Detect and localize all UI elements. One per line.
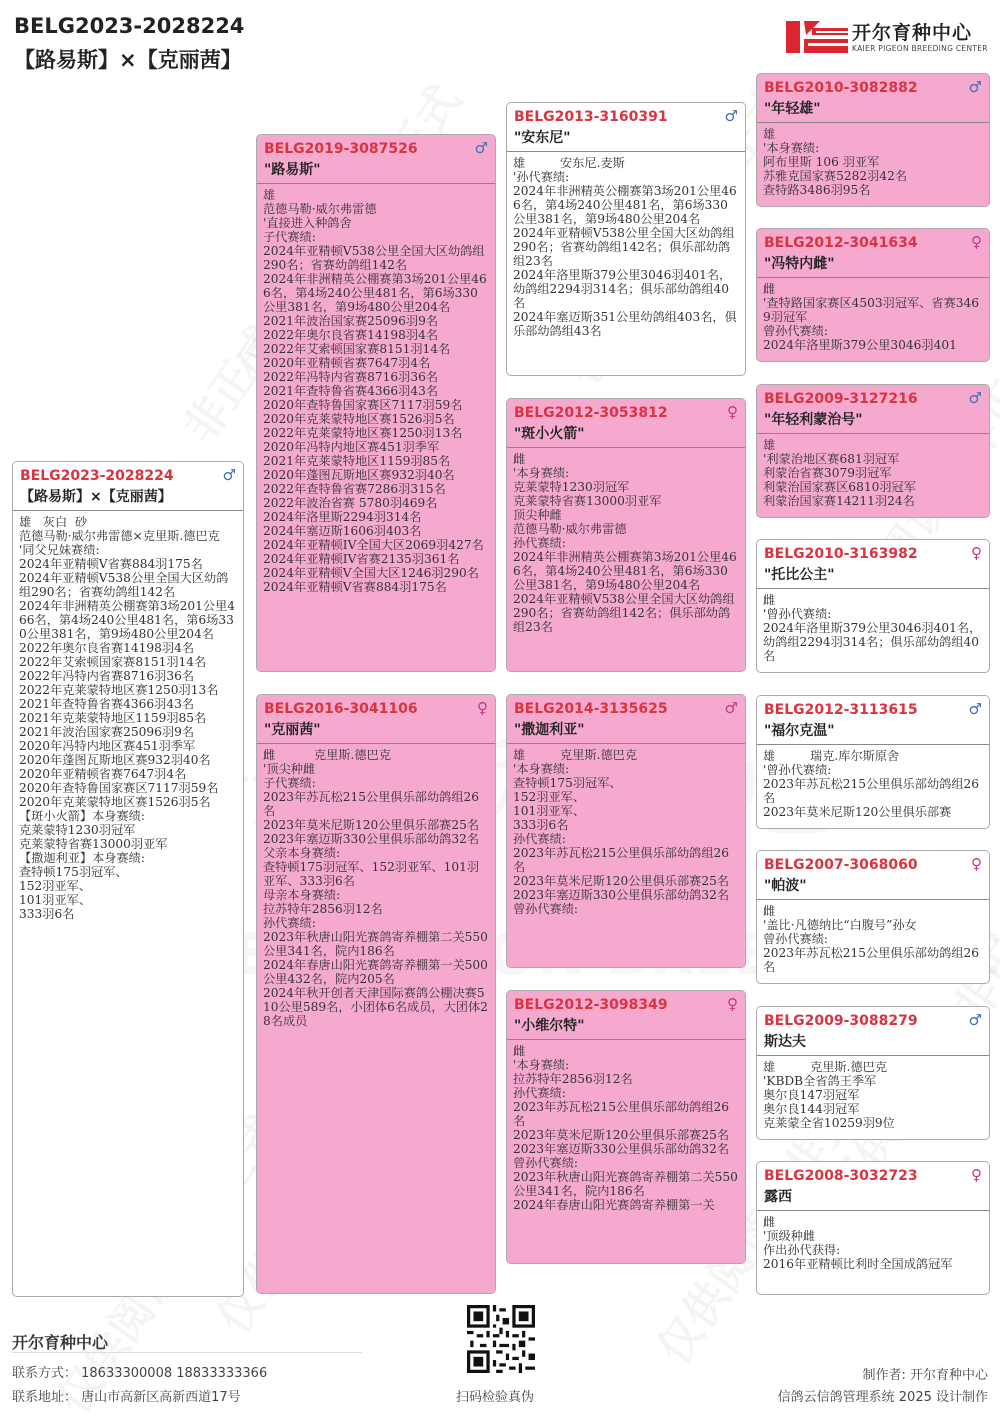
pedigree-notes: 雌 '本身赛绩: 克莱蒙特1230羽冠军 克莱蒙特省赛13000羽亚军 顶尖种雌 范德马勒·威尔弗雷德 孙代赛绩: 2024年非洲精英公棚赛第3场201公里466名，第4场240公里481名，第6场330公里381名，第9场480公里204名 2024年亚精顿V538公里全国大区幼鸽组290名；省赛幼鸽组142名；俱乐部幼鸽组23名 (507, 447, 745, 672)
ring-number: BELG2010-3163982 (764, 546, 918, 562)
female-icon: ♂ (724, 699, 738, 717)
pedigree-notes: 雄 安东尼.麦斯 '孙代赛绩: 2024年非洲精英公棚赛第3场201公里466名，第4场240公里481名，第6场330公里381名，第9场480公里204名 2024年亚精顿V538公里全国大区幼鸽组290名；省赛幼鸽组142名；俱乐部幼鸽组23名 2024年洛里斯379公里3046羽401名，幼鸽组2294羽314名；俱乐部幼鸽组40名 2024年塞迈斯351公里幼鸽组403名，俱乐部幼鸽组43名 (507, 151, 745, 376)
male-icon: ♂ (968, 1011, 982, 1029)
logo-subtext: KAIER PIGEON BREEDING CENTER (852, 44, 988, 53)
ring-number: BELG2014-3135625 (514, 701, 668, 717)
sds-card (756, 384, 990, 518)
ring-number: BELG2013-3160391 (514, 109, 668, 125)
pigeon-name: "小维尔特" (514, 1018, 585, 1034)
qr-label: 扫码检验真伪 (456, 1390, 535, 1405)
female-icon: ♀ (971, 233, 982, 251)
ring-number: BELG2009-3088279 (764, 1013, 918, 1029)
footer-maker: 制作者: 开尔育种中心 (862, 1368, 988, 1383)
pedigree-notes: 雌 '查特路国家赛区4503羽冠军、省赛3469羽冠军 曾孙代赛绩: 2024年洛里斯379公里3046羽401 (757, 277, 989, 362)
female-icon: ♀ (727, 403, 738, 421)
pigeon-name: "撒迦利亚" (514, 722, 585, 738)
male-icon: ♂ (968, 700, 982, 718)
pigeon-name: "福尔克温" (764, 723, 835, 739)
female-icon: ♀ (971, 544, 982, 562)
dam-dam-card (506, 990, 746, 1264)
ddd-card (756, 1161, 990, 1295)
ring-number: BELG2010-3082882 (764, 80, 918, 96)
male-icon: ♂ (968, 78, 982, 96)
pedigree-notes: 雄 克里斯.德巴克 '本身赛绩: 查特顿175羽冠军、 152羽亚军、 101羽亚军、 333羽6名 孙代赛绩: 2023年苏瓦松215公里俱乐部幼鸽组26名 2023年莫米尼斯120公里俱乐部赛25名 2023年塞迈斯330公里俱乐部幼鸽32名 曾孙代赛绩: (507, 743, 745, 968)
pigeon-name: 【路易斯】×【克丽茜】 (20, 489, 172, 505)
ring-number: BELG2012-3098349 (514, 997, 668, 1013)
pedigree-notes: 雄 克里斯.德巴克 'KBDB全省鸽王季军 奥尔良147羽冠军 奥尔良144羽冠军 克莱蒙全省10259羽9位 (757, 1055, 989, 1140)
pigeon-name: 露西 (764, 1189, 792, 1205)
ring-number: BELG2023-2028224 (20, 468, 174, 484)
ring-number: BELG2009-3127216 (764, 391, 918, 407)
footer-address: 联系地址： 唐山市高新区高新西道17号 (12, 1390, 241, 1405)
sire-sire-card (506, 102, 746, 376)
pedigree-notes: 雌 '曾孙代赛绩: 2024年洛里斯379公里3046羽401名，幼鸽组2294羽314名；俱乐部幼鸽组40名 (757, 588, 989, 673)
dam-card (256, 694, 496, 1294)
sdd-card (756, 539, 990, 673)
logo-icon (786, 18, 848, 56)
pigeon-name: "年轻雄" (764, 101, 821, 117)
dsd-card (756, 850, 990, 984)
pedigree-notes: 雄 '本身赛绩: 阿布里斯 106 羽亚军 苏雅克国家赛5282羽42名 查特路3486羽95名 (757, 122, 989, 207)
dam-sire-card (506, 694, 746, 968)
female-icon: ♀ (971, 855, 982, 873)
female-icon: ♀ (971, 1166, 982, 1184)
female-icon: ♀ (477, 699, 488, 717)
footer-divider (12, 1352, 362, 1353)
pigeon-name: "帕波" (764, 878, 807, 894)
pedigree-notes: 雄 灰白 砂 范德马勒·威尔弗雷德×克里斯.德巴克 '同父兄妹赛绩: 2024年亚精顿V省赛884羽175名 2024年亚精顿V538公里全国大区幼鸽组290名；省赛幼鸽组142名 2024年非洲精英公棚赛第3场201公里466名，第4场240公里481名，第6场330公里381名，第9场480公里204名 2022年奥尔良省赛14198羽4名 2022年艾索顿国家赛8151羽14名 2022年冯特内省赛8716羽36名 2022年克莱蒙特地区赛1250羽13名 2021年查特鲁省赛4366羽43名 2021年克莱蒙特地区1159羽85名 2021年波治国家赛25096羽9名 2020年冯特内地区赛451羽季军 2020年蓬图瓦斯地区赛932羽40名 2020年亚精顿省赛7647羽4名 2020年查特鲁国家赛区7117羽59名 2020年克莱蒙特地区赛1526羽5名 【斑小火箭】本身赛绩: 克莱蒙特1230羽冠军 克莱蒙特省赛13000羽亚军 【撒迦利亚】本身赛绩: 查特顿175羽冠军、 152羽亚军、 101羽亚军、 333羽6名 (13, 510, 243, 1297)
ring-number: BELG2016-3041106 (264, 701, 418, 717)
ring-number: BELG2019-3087526 (264, 141, 418, 157)
ring-number: BELG2012-3041634 (764, 235, 918, 251)
ring-number: BELG2007-3068060 (764, 857, 918, 873)
qr-code-icon[interactable] (467, 1305, 535, 1373)
male-icon: ♂ (474, 139, 488, 157)
ring-number: BELG2012-3053812 (514, 405, 668, 421)
pigeon-name: "托比公主" (764, 567, 835, 583)
female-icon: ♀ (727, 995, 738, 1013)
pigeon-name: "斑小火箭" (514, 426, 585, 442)
pedigree-notes: 雌 克里斯.德巴克 '顶尖种雌 子代赛绩: 2023年苏瓦松215公里俱乐部幼鸽组26名 2023年莫米尼斯120公里俱乐部赛25名 2023年塞迈斯330公里俱乐部幼鸽32名 父亲本身赛绩: 查特顿175羽冠军、152羽亚军、101羽亚军、333羽6名 母亲本身赛绩: 拉苏特年2856羽12名 孙代赛绩: 2023年秋唐山阳光赛鸽寄养棚第二关550公里341名，院内186名 2024年春唐山阳光赛鸽寄养棚第一关500公里432名，院内205名 2024年秋开创者天津国际赛鸽公棚决赛510公里589名，小团体6名成员，大团体28名成员 (257, 743, 495, 1294)
pigeon-name: "克丽茜" (264, 722, 321, 738)
page-subtitle: 【路易斯】×【克丽茜】 (14, 48, 242, 72)
subject-card (12, 461, 244, 1297)
logo (786, 16, 986, 58)
footer-system: 信鸽云信鸽管理系统 2025 设计制作 (777, 1390, 988, 1405)
male-icon: ♂ (222, 466, 236, 484)
pigeon-name: "冯特内雌" (764, 256, 835, 272)
pigeon-name: "年轻利蒙治号" (764, 412, 863, 428)
pedigree-notes: 雄 '利蒙治地区赛681羽冠军 利蒙治省赛3079羽冠军 利蒙治国家赛区6810羽冠军 利蒙治国家赛14211羽24名 (757, 433, 989, 518)
ring-number: BELG2008-3032723 (764, 1168, 918, 1184)
sire-card (256, 134, 496, 672)
pedigree-notes: 雌 '本身赛绩: 拉苏特年2856羽12名 孙代赛绩: 2023年苏瓦松215公里俱乐部幼鸽组26名 2023年莫米尼斯120公里俱乐部赛25名 2023年塞迈斯330公里俱乐部幼鸽32名 曾孙代赛绩: 2023年秋唐山阳光赛鸽寄养棚第二关550公里341名，院内186名 2024年春唐山阳光赛鸽寄养棚第一关 (507, 1039, 745, 1264)
pedigree-notes: 雄 瑞克.库尔斯原舍 '曾孙代赛绩: 2023年苏瓦松215公里俱乐部幼鸽组26名 2023年莫米尼斯120公里俱乐部赛 (757, 744, 989, 829)
footer-contact: 联系方式： 18633300008 18833333366 (12, 1366, 268, 1381)
sss-card (756, 73, 990, 207)
male-icon: ♂ (724, 107, 738, 125)
page-title: BELG2023-2028224 (14, 14, 245, 38)
pedigree-notes: 雌 '顶级种雌 作出孙代获得: 2016年亚精顿比利时全国成鸽冠军 (757, 1210, 989, 1295)
sire-dam-card (506, 398, 746, 672)
ssd-card (756, 228, 990, 362)
pigeon-name: 斯达夫 (764, 1034, 806, 1050)
dds-card (756, 1006, 990, 1140)
pedigree-notes: 雌 '盖比·凡德纳比“白腹号”孙女 曾孙代赛绩: 2023年苏瓦松215公里俱乐部幼鸽组26名 (757, 899, 989, 984)
dss-card (756, 695, 990, 829)
logo-text: 开尔育种中心 (852, 22, 973, 44)
pedigree-notes: 雄 范德马勒·威尔弗雷德 '直接进入种鸽舍 子代赛绩: 2024年亚精顿V538公里全国大区幼鸽组290名；省赛幼鸽组142名 2024年非洲精英公棚赛第3场201公里466名，第4场240公里481名，第6场330公里381名，第9场480公里204名 2021年波治国家赛25096羽9名 2022年奥尔良省赛14198羽4名 2022年艾索顿国家赛8151羽14名 2020年亚精顿省赛7647羽4名 2022年冯特内省赛8716羽36名 2021年查特鲁省赛4366羽43名 2020年查特鲁国家赛区7117羽59名 2020年克莱蒙特地区赛1526羽5名 2022年克莱蒙特地区赛1250羽13名 2020年冯特内地区赛451羽季军 2021年克莱蒙特地区1159羽85名 2020年蓬图瓦斯地区赛932羽40名 2022年查特鲁省赛7286羽315名 2022年波治省赛 5780羽469名 2024年洛里斯2294羽314名 2024年塞迈斯1606羽403名 2024年亚精顿IV全国大区2069羽427名 2024年亚精顿IV省赛2135羽361名 2024年亚精顿V全国大区1246羽290名 2024年亚精顿V省赛884羽175名 (257, 183, 495, 672)
male-icon: ♂ (968, 389, 982, 407)
ring-number: BELG2012-3113615 (764, 702, 918, 718)
pigeon-name: "路易斯" (264, 162, 321, 178)
footer-org: 开尔育种中心 (12, 1333, 109, 1352)
pigeon-name: "安东尼" (514, 130, 571, 146)
